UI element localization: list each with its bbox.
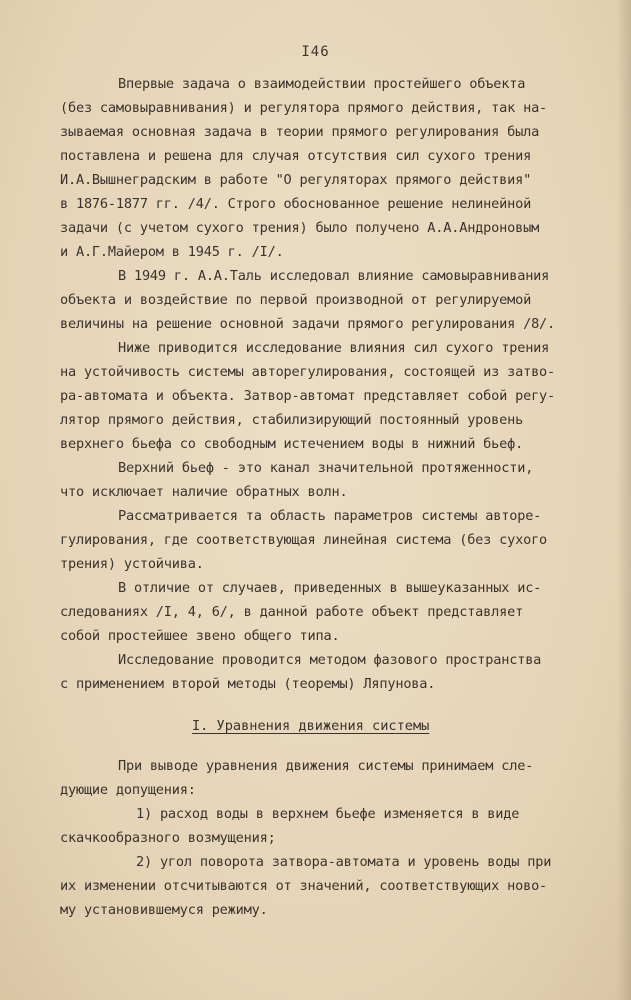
text-line: В 1949 г. А.А.Таль исследовал влияние самовыравнивания xyxy=(118,268,550,284)
text-line: лятор прямого действия, стабилизирующий постоянный уровень xyxy=(60,412,524,428)
text-line: зываемая основная задача в теории прямого регулирования была xyxy=(60,124,540,140)
text-line: И.А.Вышнеградским в работе "О регуляторах прямого действия" xyxy=(60,172,532,188)
text-line: в 1876-1877 гг. /4/. Строго обоснованное решение нелинейной xyxy=(60,196,532,212)
text-line: ра-автомата и объекта. Затвор-автомат представляет собой регу- xyxy=(60,388,556,404)
text-line: В отличие от случаев, приведенных в вышеуказанных ис- xyxy=(118,580,542,596)
text-line: Впервые задача о взаимодействии простейшего объекта xyxy=(118,76,526,92)
text-line: Исследование проводится методом фазового пространства xyxy=(118,652,542,668)
section-heading: I. Уравнения движения системы xyxy=(192,718,430,734)
text-line: с применением второй методы (теоремы) Ляпунова. xyxy=(60,676,436,692)
text-line: му установившемуся режиму. xyxy=(60,902,268,918)
text-line: трения) устойчива. xyxy=(60,556,204,572)
text-line: Ниже приводится исследование влияния сил сухого трения xyxy=(118,340,550,356)
text-line: задачи (с учетом сухого трения) было получено А.А.Андроновым xyxy=(60,220,540,236)
text-line: При выводе уравнения движения системы принимаем сле- xyxy=(118,758,534,774)
text-line: верхнего бьефа со свободным истечением воды в нижний бьеф. xyxy=(60,436,524,452)
text-line: (без самовыравнивания) и регулятора прямого действия, так на- xyxy=(60,100,548,116)
text-line: величины на решение основной задачи прямого регулирования /8/. xyxy=(60,316,556,332)
text-line: их изменении отсчитываются от значений, соответствующих ново- xyxy=(60,878,548,894)
text-line: собой простейшее звено общего типа. xyxy=(60,628,340,644)
text-line: Верхний бьеф - это канал значительной протяженности, xyxy=(118,460,534,476)
page-edge-shadow xyxy=(617,0,631,1000)
page-number: I46 xyxy=(301,44,330,60)
text-line: Рассматривается та область параметров системы авторе- xyxy=(118,508,542,524)
text-line: на устойчивость системы авторегулирования, состоящей из затво- xyxy=(60,364,556,380)
text-line: объекта и воздействие по первой производной от регулируемой xyxy=(60,292,532,308)
text-line: и А.Г.Майером в 1945 г. /I/. xyxy=(60,244,284,260)
text-line: 2) угол поворота затвора-автомата и уровень воды при xyxy=(136,854,552,870)
text-line: 1) расход воды в верхнем бьефе изменяется в виде xyxy=(136,806,520,822)
text-line: что исключает наличие обратных волн. xyxy=(60,484,348,500)
text-line: скачкообразного возмущения; xyxy=(60,830,276,846)
text-line: гулирования, где соответствующая линейная система (без сухого xyxy=(60,532,548,548)
text-line: следованиях /I, 4, 6/, в данной работе объект представляет xyxy=(60,604,524,620)
text-line: поставлена и решена для случая отсутствия сил сухого трения xyxy=(60,148,532,164)
text-line: дующие допущения: xyxy=(60,782,196,798)
